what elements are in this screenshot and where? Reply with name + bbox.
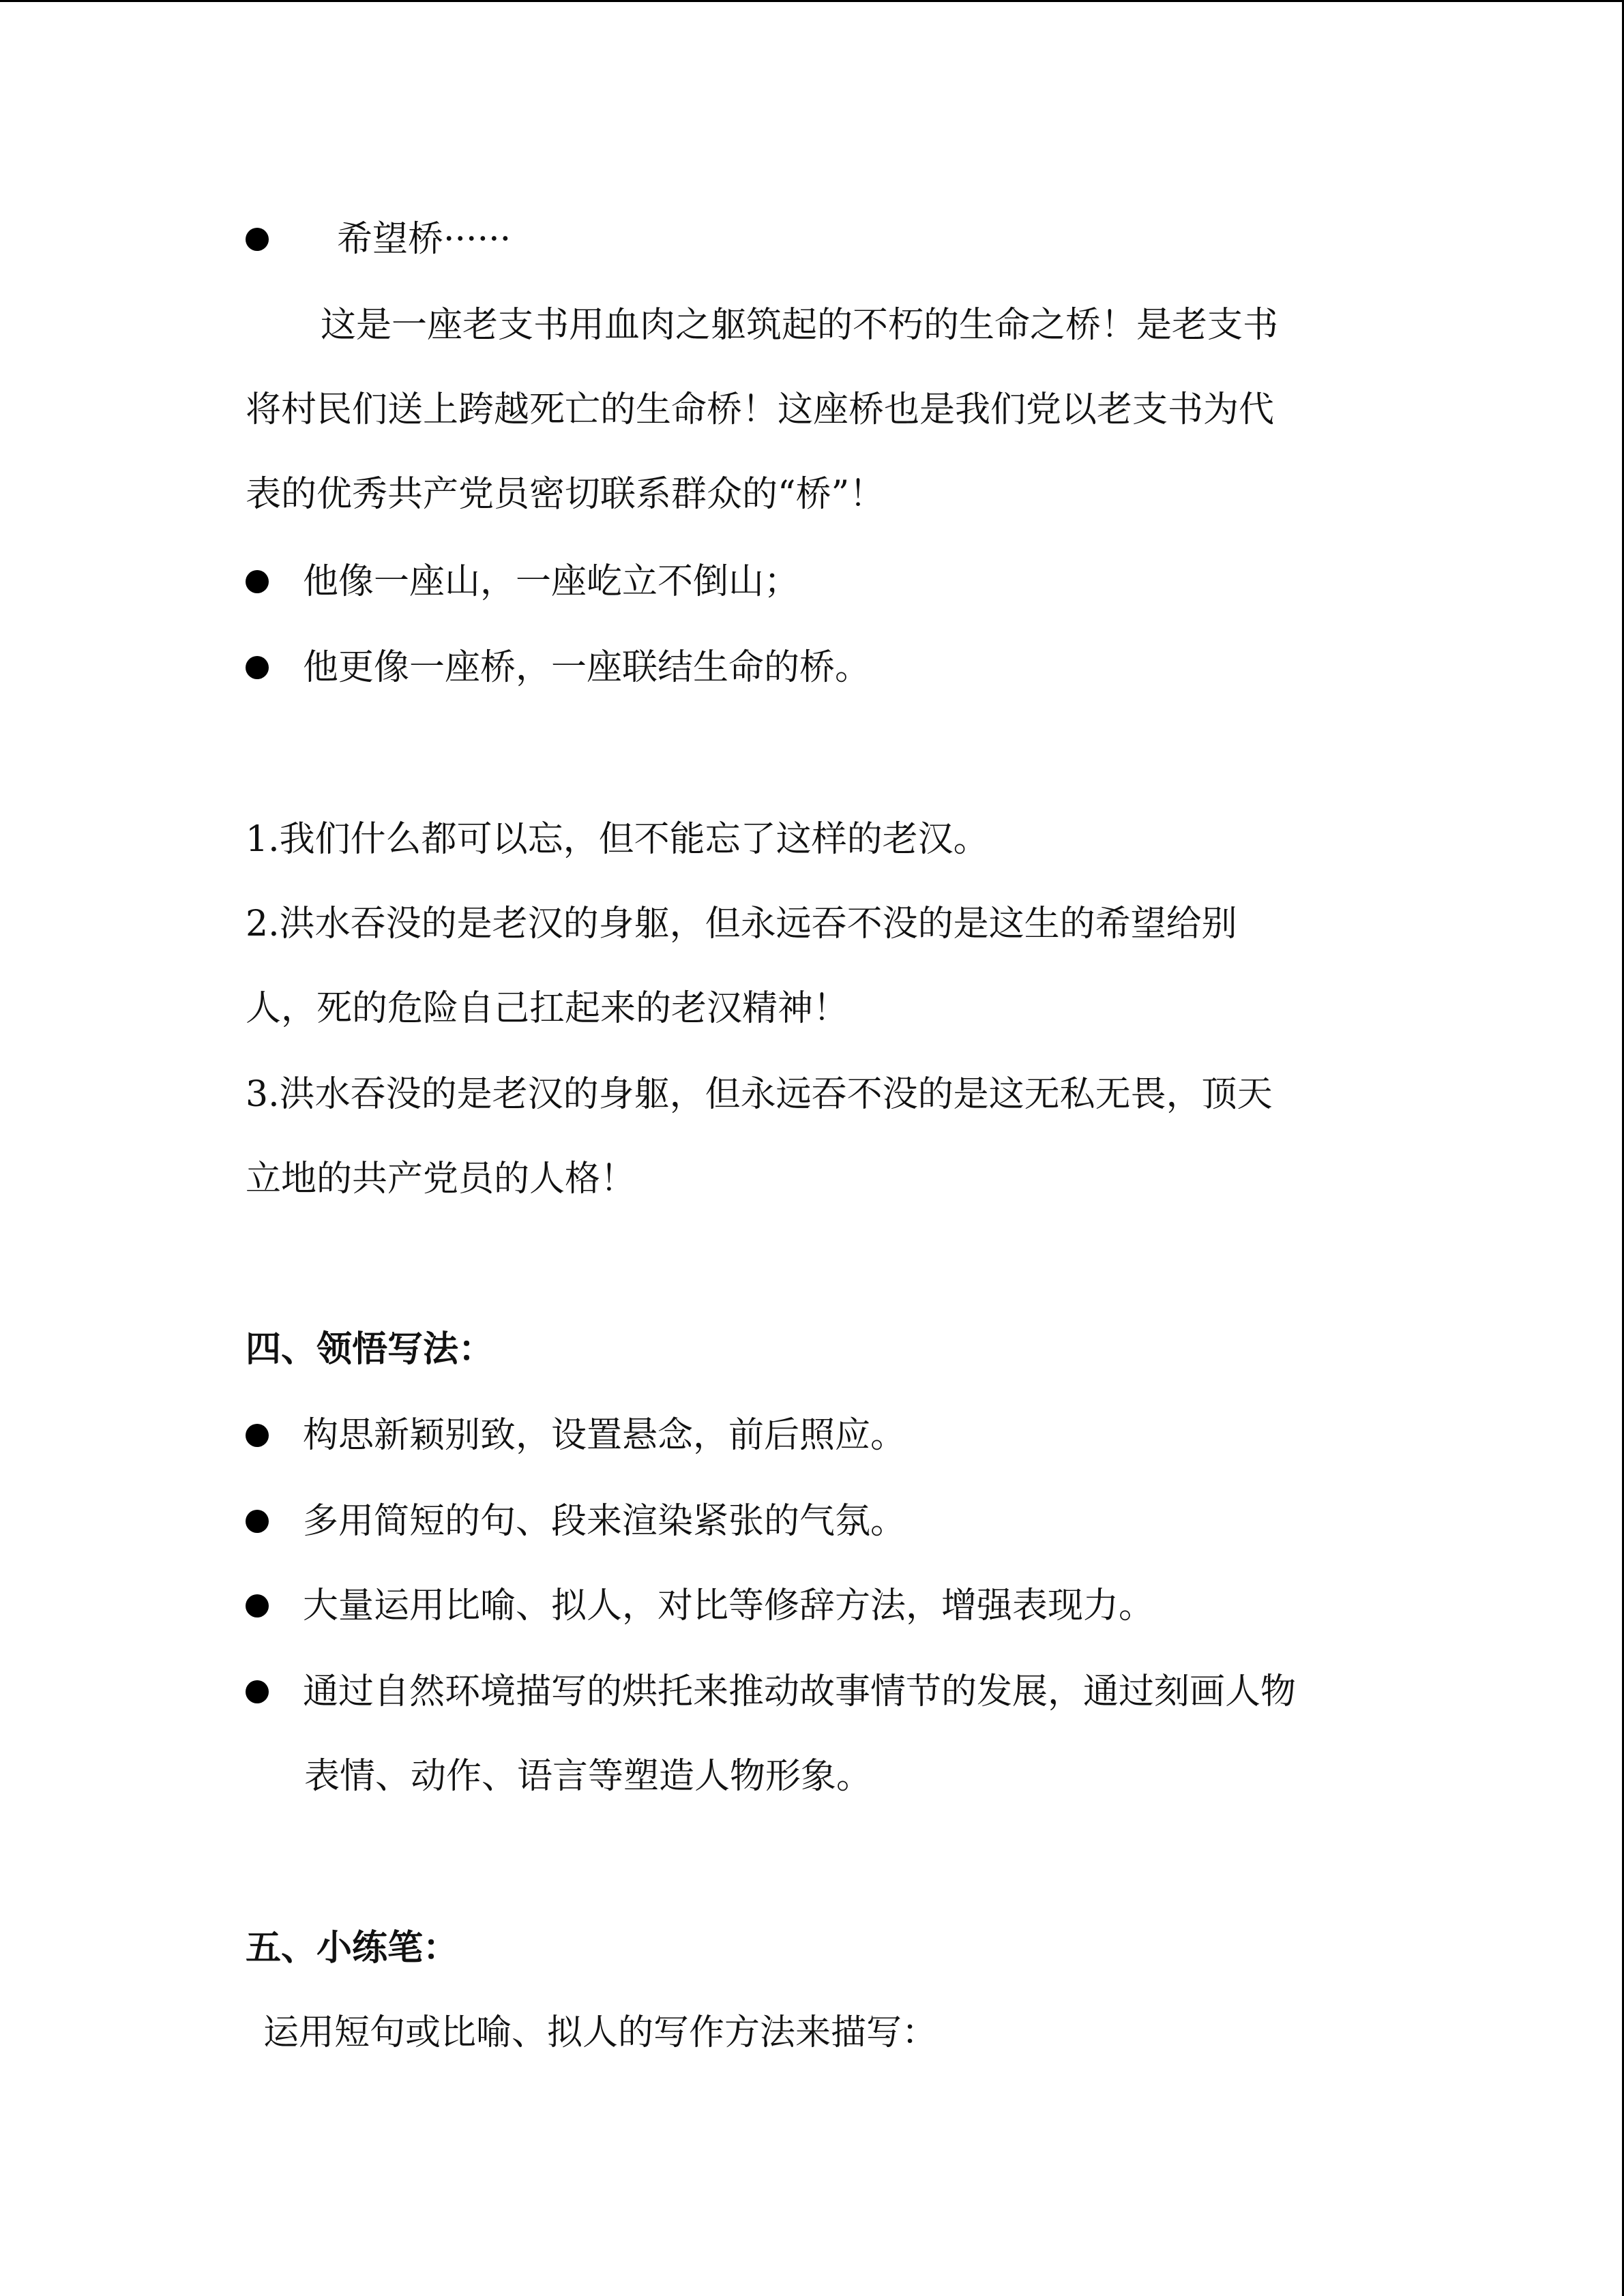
bullet-icon — [246, 656, 269, 679]
heading-text: 希望桥······ — [337, 219, 512, 260]
section-title: 五、小练笔： — [246, 1927, 459, 1969]
hope-bridge-heading — [246, 218, 511, 261]
bullet-icon — [246, 228, 269, 251]
bullet-icon — [246, 1594, 269, 1617]
numbered-item-cont: 人，死的危险自己扛起来的老汉精神！ — [246, 988, 849, 1029]
bullet-icon — [246, 1510, 269, 1533]
section-title: 四、领悟写法： — [246, 1328, 494, 1370]
numbered-item-cont: 立地的共产党员的人格！ — [246, 1159, 636, 1199]
bullet-text: 大量运用比喻、拟人，对比等修辞方法，增强表现力。 — [303, 1585, 1155, 1626]
bullet-text: 他更像一座桥，一座联结生命的桥。 — [303, 647, 871, 688]
bullet-icon — [246, 1424, 269, 1447]
bullet-item — [246, 1414, 906, 1457]
bullet-item — [246, 560, 799, 603]
numbered-item: 1.我们什么都可以忘，但不能忘了这样的老汉。 — [246, 819, 989, 860]
bullet-item — [246, 1670, 1296, 1714]
bullet-item — [246, 646, 870, 689]
bullet-text: 多用简短的句、段来渲染紧张的气氛。 — [303, 1501, 906, 1542]
paragraph-line: 这是一座老支书用血肉之躯筑起的不朽的生命之桥！是老支书 — [321, 305, 1279, 346]
paragraph-line: 表的优秀共产党员密切联系群众的“桥”！ — [246, 474, 885, 515]
bullet-icon — [246, 570, 269, 593]
numbered-item: 3.洪水吞没的是老汉的身躯，但永远吞不没的是这无私无畏，顶天 — [246, 1074, 1273, 1115]
paragraph-line: 将村民们送上跨越死亡的生命桥！这座桥也是我们党以老支书为代 — [246, 389, 1275, 430]
bullet-item — [246, 1500, 906, 1543]
bullet-text: 通过自然环境描写的烘托来推动故事情节的发展，通过刻画人物 — [303, 1671, 1297, 1712]
bullet-icon — [246, 1680, 269, 1703]
bullet-text: 构思新颖别致，设置悬念，前后照应。 — [303, 1415, 906, 1456]
bullet-text: 他像一座山，一座屹立不倒山； — [303, 561, 800, 602]
exercise-prompt: 运用短句或比喻、拟人的写作方法来描写： — [263, 2012, 938, 2053]
bullet-item — [246, 1584, 1154, 1628]
numbered-item: 2.洪水吞没的是老汉的身躯，但永远吞不没的是这生的希望给别 — [246, 904, 1237, 944]
bullet-continuation: 表情、动作、语言等塑造人物形象。 — [304, 1756, 872, 1797]
